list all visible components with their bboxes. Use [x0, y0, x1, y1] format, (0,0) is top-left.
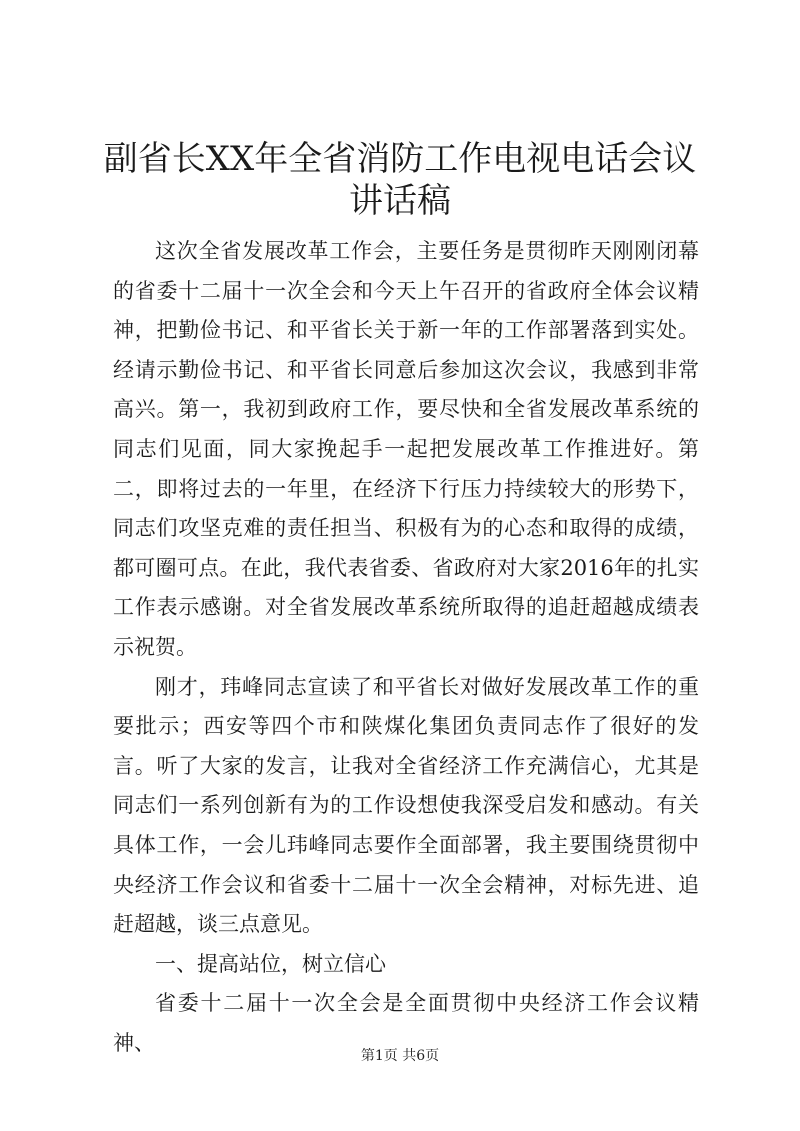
page-number: 第1页 共6页	[360, 1048, 440, 1064]
paragraph: 这次全省发展改革工作会，主要任务是贯彻昨天刚刚闭幕的省委十二届十一次全会和今天上午召开的省政府全体会议精神，把勤俭书记、和平省长关于新一年的工作部署落到实处。经请示勤俭书记、和平省长同意后参加这次会议，我感到非常高兴。第一，我初到政府工作，要尽快和全省发展改革系统的同志们见面，同大家挽起手一起把发展改革工作推进好。第二，即将过去的一年里，在经济下行压力持续较大的形势下，同志们攻坚克难的责任担当、积极有为的心态和取得的成绩，都可圈可点。在此，我代表省委、省政府对大家2016年的扎实工作表示感谢。对全省发展改革系统所取得的追赶超越成绩表示祝贺。	[113, 239, 699, 659]
document-title: 副省长XX年全省消防工作电视电话会议讲话稿	[103, 139, 697, 221]
section-heading: 一、提高站位，树立信心	[155, 951, 386, 976]
paragraph: 省委十二届十一次全会是全面贯彻中央经济工作会议精神、	[113, 991, 699, 1055]
document-body	[113, 232, 699, 1063]
paragraph: 刚才，玮峰同志宣读了和平省长对做好发展改革工作的重要批示；西安等四个市和陕煤化集团负责同志作了很好的发言。听了大家的发言，让我对全省经济工作充满信心，尤其是同志们一系列创新有为的工作设想使我深受启发和感动。有关具体工作，一会儿玮峰同志要作全面部署，我主要围绕贯彻中央经济工作会议和省委十二届十一次全会精神，对标先进、追赶超越，谈三点意见。	[113, 674, 699, 937]
